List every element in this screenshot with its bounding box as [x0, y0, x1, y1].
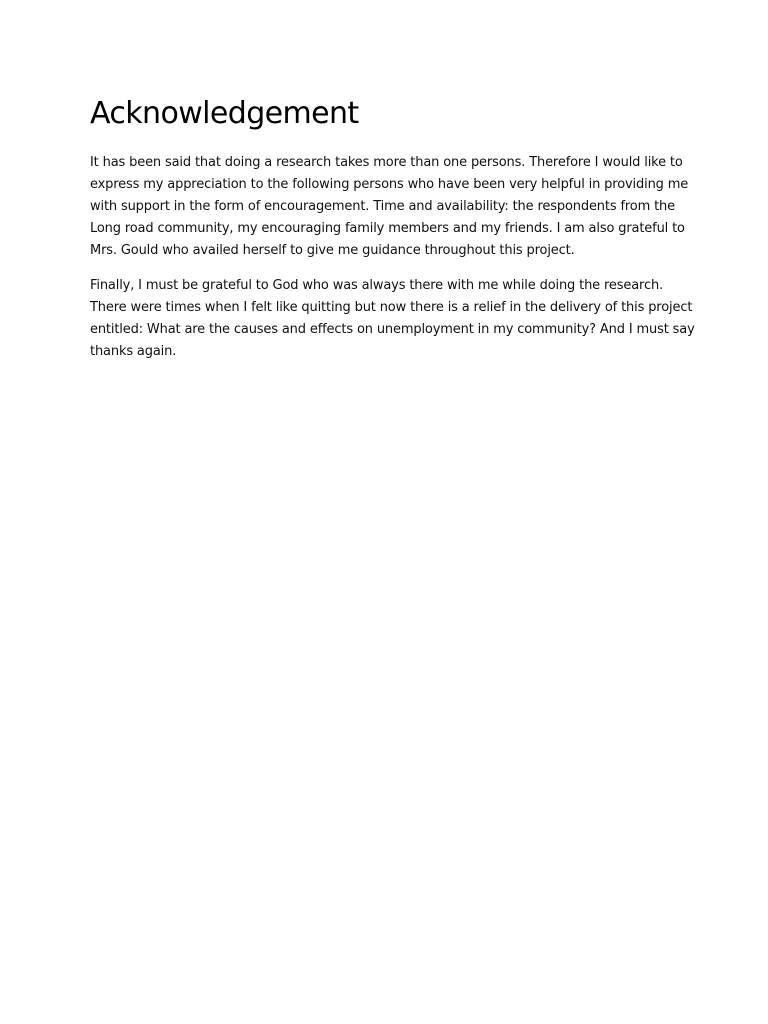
paragraph-line: Finally, I must be grateful to God who was always there with me while doing the research. [90, 278, 664, 293]
paragraph-line: It has been said that doing a research takes more than one persons. Therefore I would like to [90, 155, 683, 170]
paragraph-line: There were times when I felt like quitting but now there is a relief in the delivery of this project [90, 300, 693, 315]
page-title: Acknowledgement [90, 96, 359, 131]
paragraph-2 [90, 275, 695, 363]
paragraph-line: Mrs. Gould who availed herself to give me guidance throughout this project. [90, 243, 575, 258]
document-body [90, 152, 695, 376]
paragraph-line: Long road community, my encouraging family members and my friends. I am also grateful to [90, 221, 685, 236]
paragraph-line: entitled: What are the causes and effects on unemployment in my community? And I must say [90, 322, 695, 337]
paragraph-line: express my appreciation to the following persons who have been very helpful in providing me [90, 177, 689, 192]
paragraph-1 [90, 152, 690, 262]
paragraph-line: thanks again. [90, 344, 177, 359]
paragraph-line: with support in the form of encouragement. Time and availability: the respondents from the [90, 199, 675, 214]
